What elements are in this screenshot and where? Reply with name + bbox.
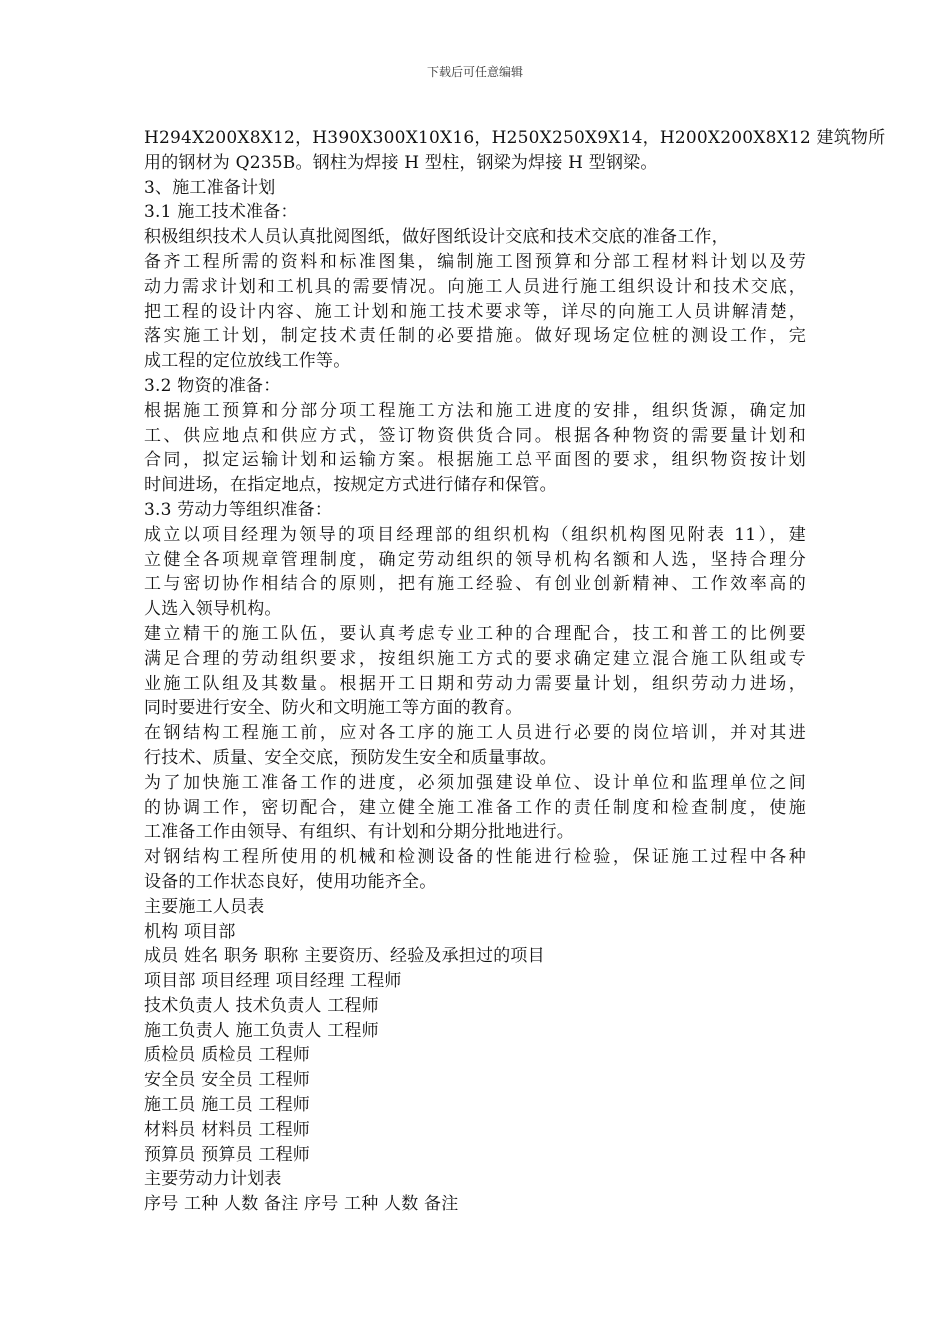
text-line: 业施工队组及其数量。根据开工日期和劳动力需要量计划，组织劳动力进场， xyxy=(144,673,806,694)
text-line: 积极组织技术人员认真批阅图纸，做好图纸设计交底和技术交底的准备工作， xyxy=(144,227,729,248)
text-line: 项目部 项目经理 项目经理 工程师 xyxy=(144,971,402,992)
text-line: 对钢结构工程所使用的机械和检测设备的性能进行检验，保证施工过程中各种 xyxy=(144,847,806,868)
text-line: 施工员 施工员 工程师 xyxy=(144,1095,311,1116)
text-line: 安全员 安全员 工程师 xyxy=(144,1070,311,1091)
text-line: 3.2 物资的准备： xyxy=(144,375,281,396)
text-line: 行技术、质量、安全交底，预防发生安全和质量事故。 xyxy=(144,747,557,768)
text-line: 把工程的设计内容、施工计划和施工技术要求等，详尽的向施工人员讲解清楚， xyxy=(144,301,806,322)
text-line: 材料员 材料员 工程师 xyxy=(144,1119,311,1140)
text-line: 设备的工作状态良好，使用功能齐全。 xyxy=(144,871,437,892)
text-line: 同时要进行安全、防火和文明施工等方面的教育。 xyxy=(144,698,523,719)
text-line: 用的钢材为 Q235B。钢柱为焊接 H 型柱，钢梁为焊接 H 型钢梁。 xyxy=(144,152,658,173)
document-body xyxy=(144,126,886,1217)
text-line: 成立以项目经理为领导的项目经理部的组织机构（组织机构图见附表 11），建 xyxy=(144,524,806,545)
text-line: 主要施工人员表 xyxy=(144,896,265,917)
text-line: 落实施工计划，制定技术责任制的必要措施。做好现场定位桩的测设工作，完 xyxy=(144,326,806,347)
text-line: 序号 工种 人数 备注 序号 工种 人数 备注 xyxy=(144,1194,459,1215)
text-line: 动力需求计划和工机具的需要情况。向施工人员进行施工组织设计和技术交底， xyxy=(144,276,806,297)
text-line: 质检员 质检员 工程师 xyxy=(144,1045,311,1066)
text-line: 合同，拟定运输计划和运输方案。根据施工总平面图的要求，组织物资按计划 xyxy=(144,450,806,471)
text-line: 3.1 施工技术准备： xyxy=(144,202,298,223)
text-line: 人选入领导机构。 xyxy=(144,599,282,620)
text-line: 工准备工作由领导、有组织、有计划和分期分批地进行。 xyxy=(144,822,574,843)
text-line: 的协调工作，密切配合，建立健全施工准备工作的责任制度和检查制度，使施 xyxy=(144,797,806,818)
text-line: 预算员 预算员 工程师 xyxy=(144,1144,311,1165)
text-line: 为了加快施工准备工作的进度，必须加强建设单位、设计单位和监理单位之间 xyxy=(144,772,806,793)
text-line: 成工程的定位放线工作等。 xyxy=(144,351,351,372)
text-line: 工与密切协作相结合的原则，把有施工经验、有创业创新精神、工作效率高的 xyxy=(144,574,806,595)
text-line: 在钢结构工程施工前，应对各工序的施工人员进行必要的岗位培训，并对其进 xyxy=(144,723,806,744)
text-line: 满足合理的劳动组织要求，按组织施工方式的要求确定建立混合施工队组或专 xyxy=(144,648,806,669)
text-line: 机构 项目部 xyxy=(144,921,236,942)
text-line: 时间进场，在指定地点，按规定方式进行储存和保管。 xyxy=(144,475,557,496)
text-line: 备齐工程所需的资料和标准图集，编制施工图预算和分部工程材料计划以及劳 xyxy=(144,251,806,272)
text-line: 技术负责人 技术负责人 工程师 xyxy=(144,995,379,1016)
text-line: 根据施工预算和分部分项工程施工方法和施工进度的安排，组织货源，确定加 xyxy=(144,400,806,421)
text-line: 成员 姓名 职务 职称 主要资历、经验及承担过的项目 xyxy=(144,946,545,967)
text-line: 建立精干的施工队伍，要认真考虑专业工种的合理配合，技工和普工的比例要 xyxy=(144,623,806,644)
text-line: 3、施工准备计划 xyxy=(144,177,276,198)
text-line: 施工负责人 施工负责人 工程师 xyxy=(144,1020,379,1041)
text-line: 主要劳动力计划表 xyxy=(144,1169,282,1190)
page-header: 下载后可任意编辑 xyxy=(426,65,523,79)
text-line: 工、供应地点和供应方式，签订物资供货合同。根据各种物资的需要量计划和 xyxy=(144,425,806,446)
text-line: 3.3 劳动力等组织准备： xyxy=(144,499,333,520)
text-line: 立健全各项规章管理制度，确定劳动组织的领导机构名额和人选，坚持合理分 xyxy=(144,549,806,570)
text-line: H294X200X8X12，H390X300X10X16，H250X250X9X14，H200X200X8X12 建筑物所 xyxy=(144,128,886,148)
